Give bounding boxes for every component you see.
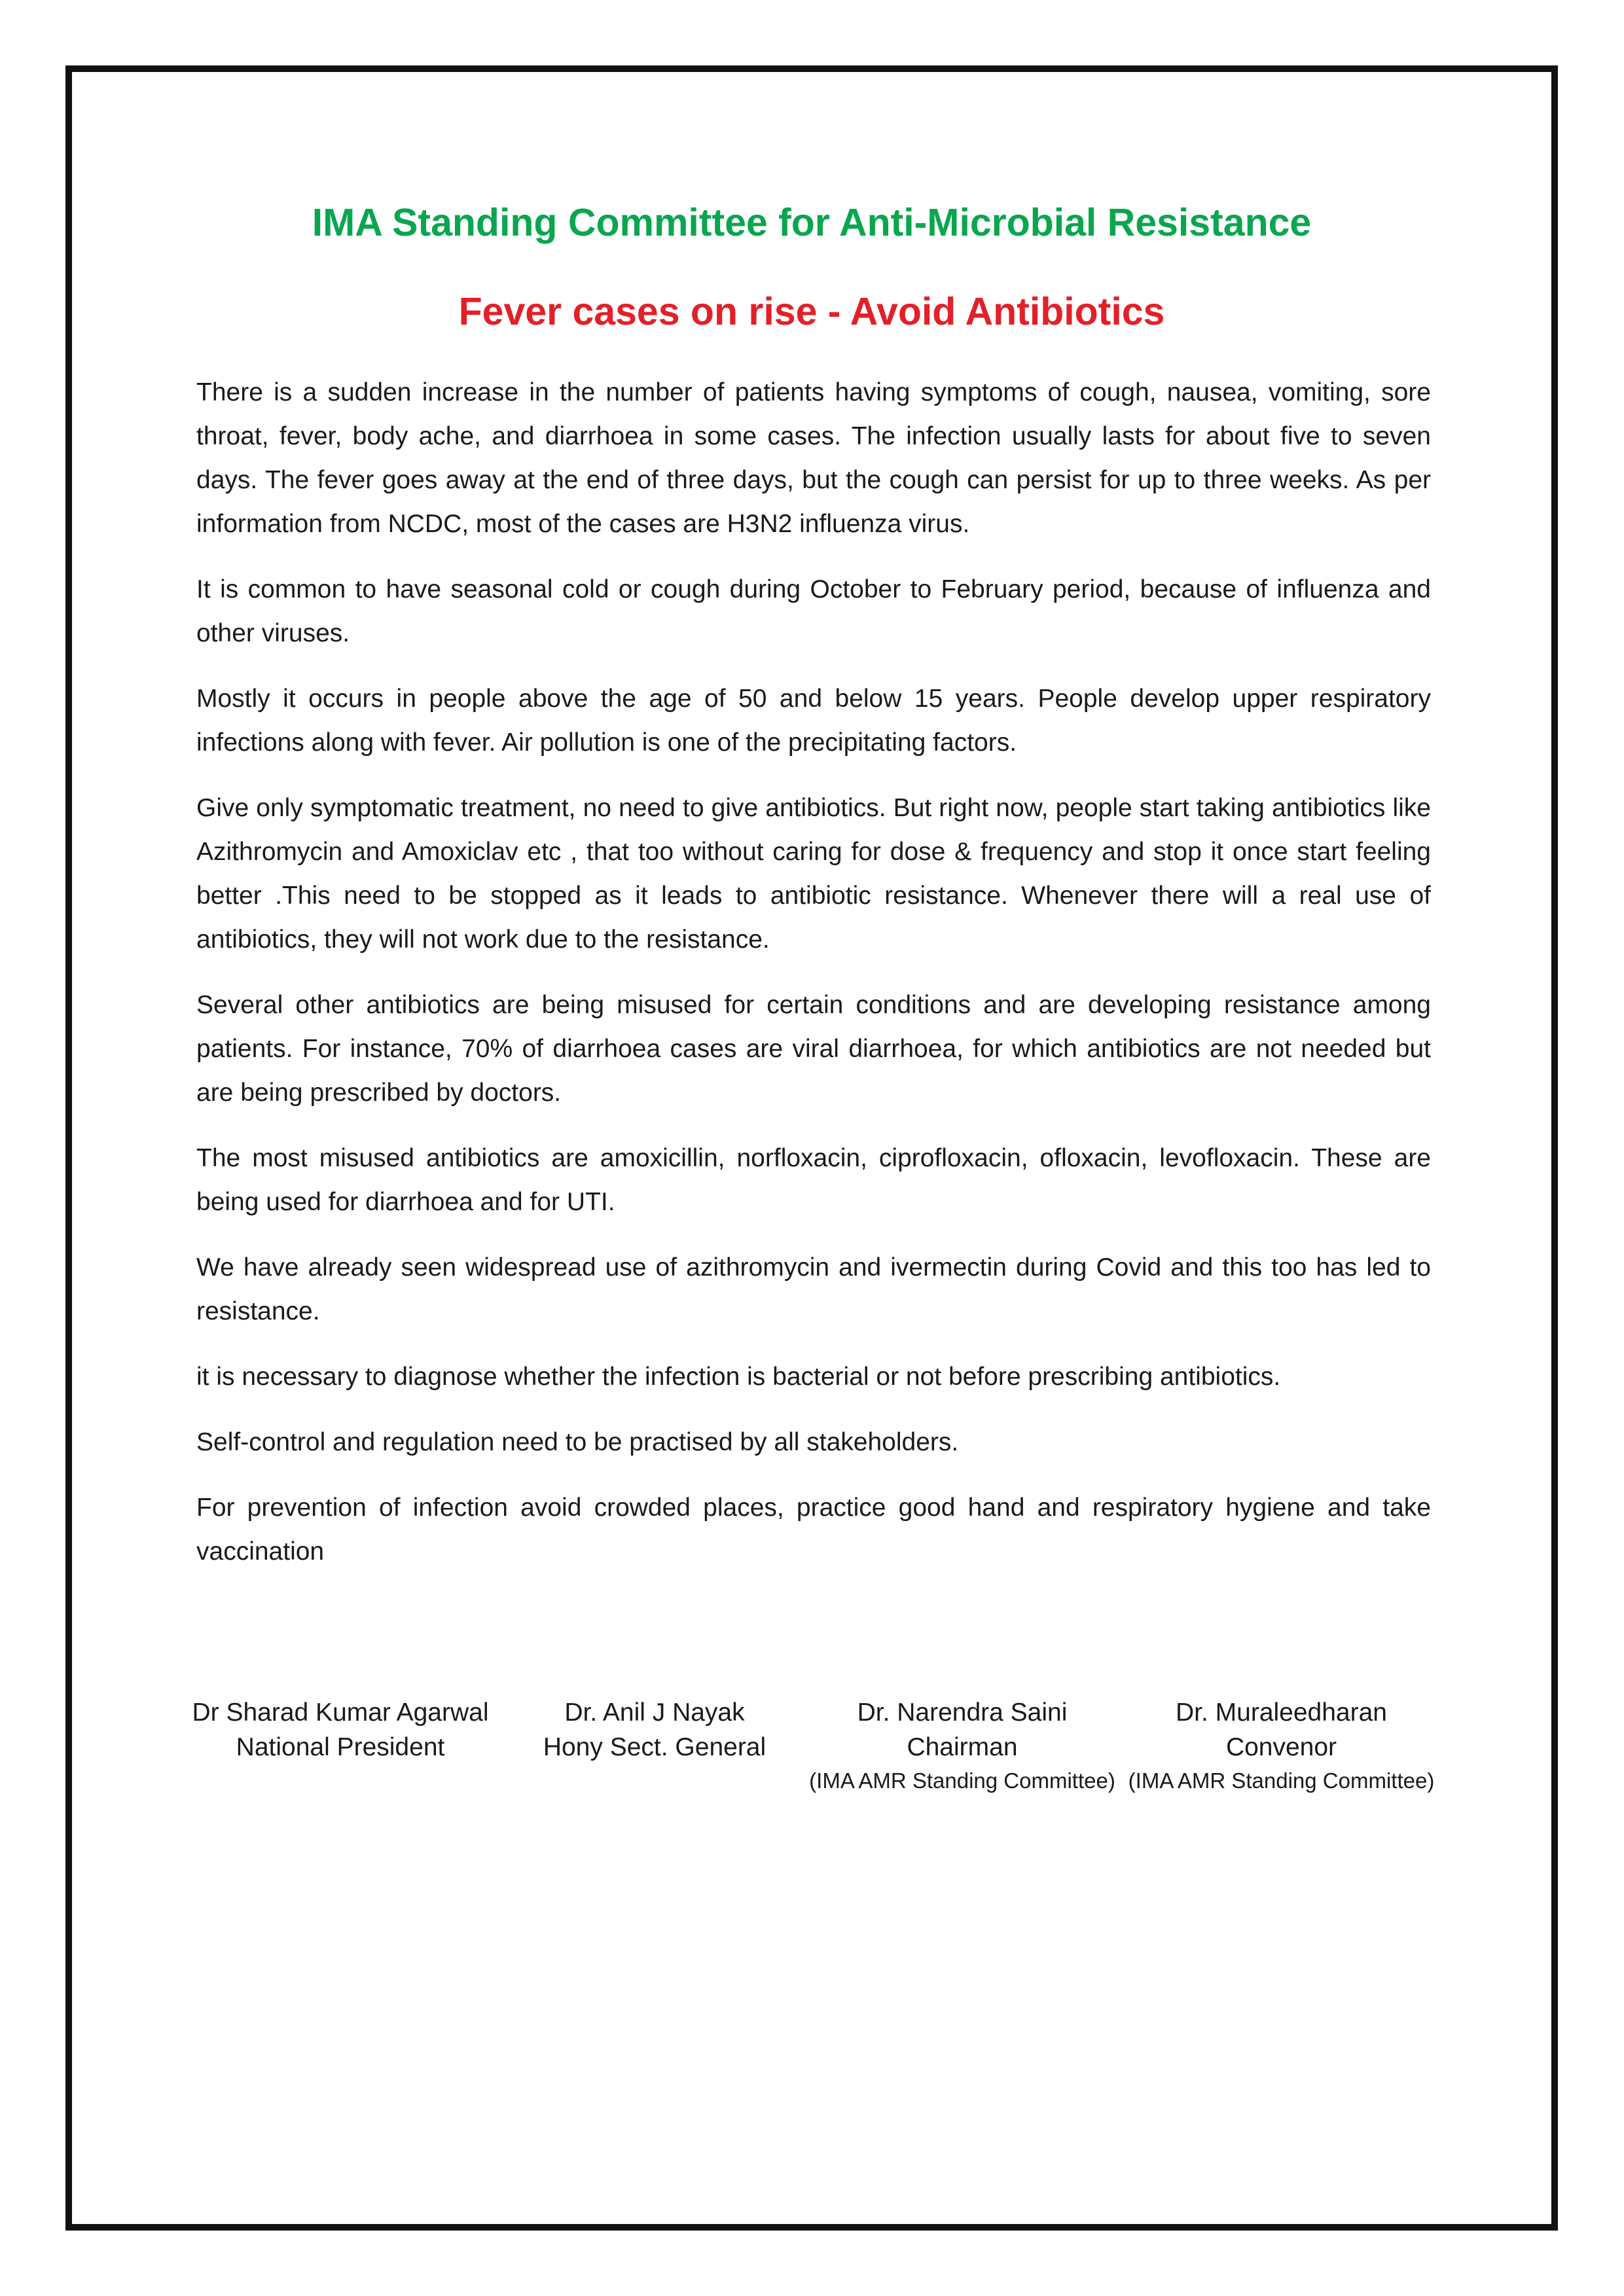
signatory <box>517 1695 792 1765</box>
document-title: IMA Standing Committee for Anti-Microbial Resistance <box>312 201 1312 244</box>
signatory-committee: (IMA AMR Standing Committee) <box>809 1768 1115 1793</box>
paragraph-symptoms: There is a sudden increase in the number of patients having symptoms of cough, nausea, vomiting, sore throat, fever, body ache, and diarrhoea in some cases. The infection usually lasts for about five to seven days. The fever goes away at the end of three days, but the cough can persist for up to three weeks. As per information from NCDC, most of the cases are H3N2 influenza virus. <box>196 378 1431 538</box>
paragraph-age-groups: Mostly it occurs in people above the age of 50 and below 15 years. People develop upper respiratory infections along with fever. Air pollution is one of the precipitating factors. <box>196 685 1431 757</box>
paragraph-diagnosis: it is necessary to diagnose whether the infection is bacterial or not before prescribing antibiotics. <box>196 1363 1281 1391</box>
document-subtitle: Fever cases on rise - Avoid Antibiotics <box>458 290 1165 333</box>
signatory-name: Dr Sharad Kumar Agarwal <box>192 1698 489 1727</box>
signatory <box>1103 1695 1460 1797</box>
signatory-role: Convenor <box>1225 1733 1337 1761</box>
signatory-role: National President <box>236 1733 445 1761</box>
paragraph-misuse: Several other antibiotics are being misused for certain conditions and are developing resistance among patients. For instance, 70% of diarrhoea cases are viral diarrhoea, for which antibiotics are not needed but are being prescribed by doctors. <box>196 991 1431 1107</box>
signatory-committee: (IMA AMR Standing Committee) <box>1128 1768 1435 1793</box>
signature-block <box>0 1695 1624 1800</box>
signatory <box>769 1695 1155 1797</box>
body-text <box>196 370 1431 1595</box>
signatory-name: Dr. Muraleedharan <box>1175 1698 1387 1727</box>
signatory-role: Hony Sect. General <box>543 1733 767 1761</box>
signatory <box>190 1695 491 1765</box>
signatory-role: Chairman <box>907 1733 1018 1761</box>
paragraph-seasonal: It is common to have seasonal cold or cough during October to February period, because of influenza and other viruses. <box>196 575 1431 647</box>
paragraph-covid: We have already seen widespread use of azithromycin and ivermectin during Covid and this too has led to resistance. <box>196 1253 1431 1325</box>
paragraph-misused-antibiotics: The most misused antibiotics are amoxicillin, norfloxacin, ciprofloxacin, ofloxacin, levofloxacin. These are being used for diarrhoea and for UTI. <box>196 1144 1431 1216</box>
signatory-name: Dr. Anil J Nayak <box>564 1698 745 1727</box>
paragraph-prevention: For prevention of infection avoid crowded places, practice good hand and respiratory hygiene and take vaccination <box>196 1494 1431 1566</box>
paragraph-treatment: Give only symptomatic treatment, no need to give antibiotics. But right now, people start taking antibiotics like Azithromycin and Amoxiclav etc , that too without caring for dose & frequency and stop it once start feeling better .This need to be stopped as it leads to antibiotic resistance. Whenever there will a real use of antibiotics, they will not work due to the resistance. <box>196 794 1431 954</box>
signatory-name: Dr. Narendra Saini <box>857 1698 1068 1727</box>
paragraph-self-control: Self-control and regulation need to be practised by all stakeholders. <box>196 1428 959 1456</box>
